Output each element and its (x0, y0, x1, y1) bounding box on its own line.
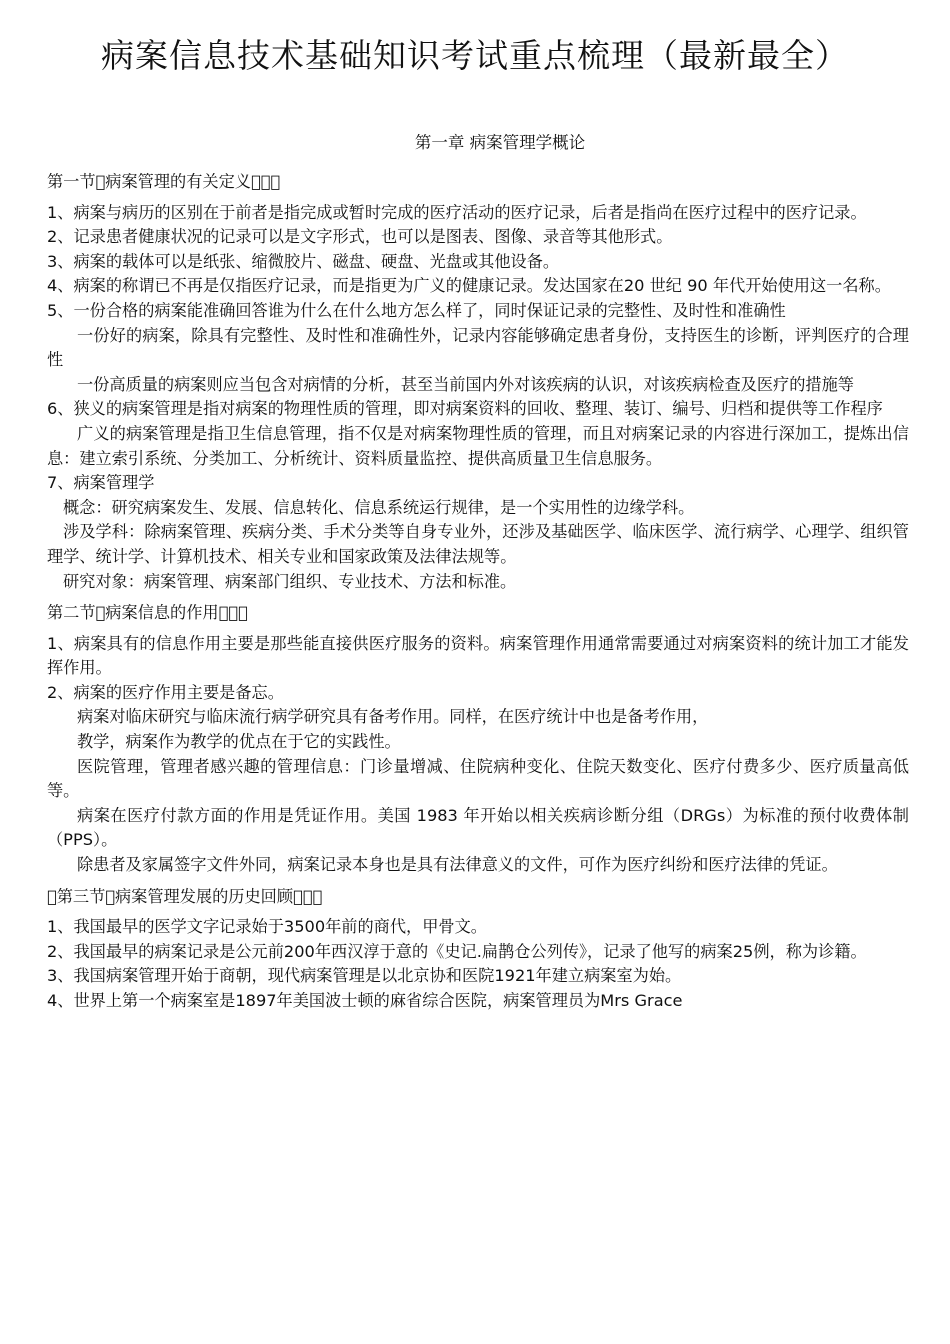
paragraph: 3、病案的载体可以是纸张、缩微胶片、磁盘、硬盘、光盘或其他设备。 (47, 251, 560, 271)
document-body (47, 170, 909, 1014)
indented-paragraph: 涉及学科：除病案管理、疾病分类、手术分类等自身专业外，还涉及基础医学、临床医学、流行病学、心理学、组织管理学、统计学、计算机技术、相关专业和国家政策及法律法规等。 (47, 522, 909, 566)
paragraph: 2、病案的医疗作用主要是备忘。 (47, 682, 284, 702)
section-heading: 第一节 病案管理的有关定义    (47, 172, 281, 191)
paragraph: 4、世界上第一个病案室是1897年美国波士顿的麻省综合医院，病案管理员为Mrs Grace (47, 991, 683, 1010)
section-heading:  第三节 病案管理发展的历史回顾    (47, 886, 323, 906)
paragraph: 2、我国最早的病案记录是公元前200年西汉淳于意的《史记.扁鹊仓公列传》，记录了他写的病案25例，称为诊籍。 (47, 941, 867, 961)
paragraph: 5、一份合格的病案能准确回答谁为什么在什么地方怎么样了，同时保证记录的完整性、及时性和准确性 (47, 300, 786, 320)
indented-paragraph: 病案在医疗付款方面的作用是凭证作用。美国 1983 年开始以相关疾病诊断分组（DRGs）为标准的预付收费体制（PPS）。 (47, 805, 909, 850)
indented-paragraph: 除患者及家属签字文件外同，病案记录本身也是具有法律意义的文件，可作为医疗纠纷和医疗法律的凭证。 (77, 855, 838, 875)
document-title: 病案信息技术基础知识考试重点梳理（最新最全） (101, 36, 849, 75)
indented-paragraph: 病案对临床研究与临床流行病学研究具有备考作用。同样，在医疗统计中也是备考作用， (77, 707, 709, 727)
indented-paragraph: 医院管理，管理者感兴趣的管理信息：门诊量增减、住院病种变化、住院天数变化、医疗付费多少、医疗质量高低等。 (47, 756, 909, 801)
paragraph: 4、病案的称谓已不再是仅指医疗记录，而是指更为广义的健康记录。发达国家在20 世纪 90 年代开始使用这一名称。 (47, 276, 891, 296)
indented-paragraph: 教学，病案作为教学的优点在于它的实践性。 (77, 732, 401, 752)
paragraph: 3、我国病案管理开始于商朝，现代病案管理是以北京协和医院1921年建立病案室为始。 (47, 966, 682, 986)
indented-paragraph: 一份高质量的病案则应当包含对病情的分析，甚至当前国内外对该疾病的认识，对该疾病检查及医疗的措施等 (77, 374, 854, 394)
indented-paragraph: 广义的病案管理是指卫生信息管理，指不仅是对病案物理性质的管理，而且对病案记录的内容进行深加工，提炼出信息：建立索引系统、分类加工、分析统计、资料质量监控、提供高质量卫生信息服务。 (47, 423, 909, 468)
section-heading: 第二节 病案信息的作用    (47, 603, 248, 623)
paragraph: 7、病案管理学 (47, 473, 155, 493)
paragraph: 2、记录患者健康状况的记录可以是文字形式，也可以是图表、图像、录音等其他形式。 (47, 227, 673, 247)
paragraph: 1、我国最早的医学文字记录始于3500年前的商代，甲骨文。 (47, 917, 487, 937)
chapter-heading: 第一章 病案管理学概论 (414, 133, 586, 152)
paragraph: 6、狭义的病案管理是指对病案的物理性质的管理，即对病案资料的回收、整理、装订、编号、归档和提供等工作程序 (47, 399, 883, 419)
indented-paragraph: 研究对象：病案管理、病案部门组织、专业技术、方法和标准。 (63, 571, 517, 591)
paragraph: 1、病案与病历的区别在于前者是指完成或暂时完成的医疗活动的医疗记录，后者是指尚在医疗过程中的医疗记录。 (47, 202, 867, 222)
indented-paragraph: 一份好的病案，除具有完整性、及时性和准确性外，记录内容能够确定患者身份，支持医生的诊断，评判医疗的合理性 (47, 325, 909, 370)
paragraph: 1、病案具有的信息作用主要是那些能直接供医疗服务的资料。病案管理作用通常需要通过对病案资料的统计加工才能发挥作用。 (47, 633, 909, 678)
indented-paragraph: 概念：研究病案发生、发展、信息转化、信息系统运行规律，是一个实用性的边缘学科。 (63, 497, 695, 517)
